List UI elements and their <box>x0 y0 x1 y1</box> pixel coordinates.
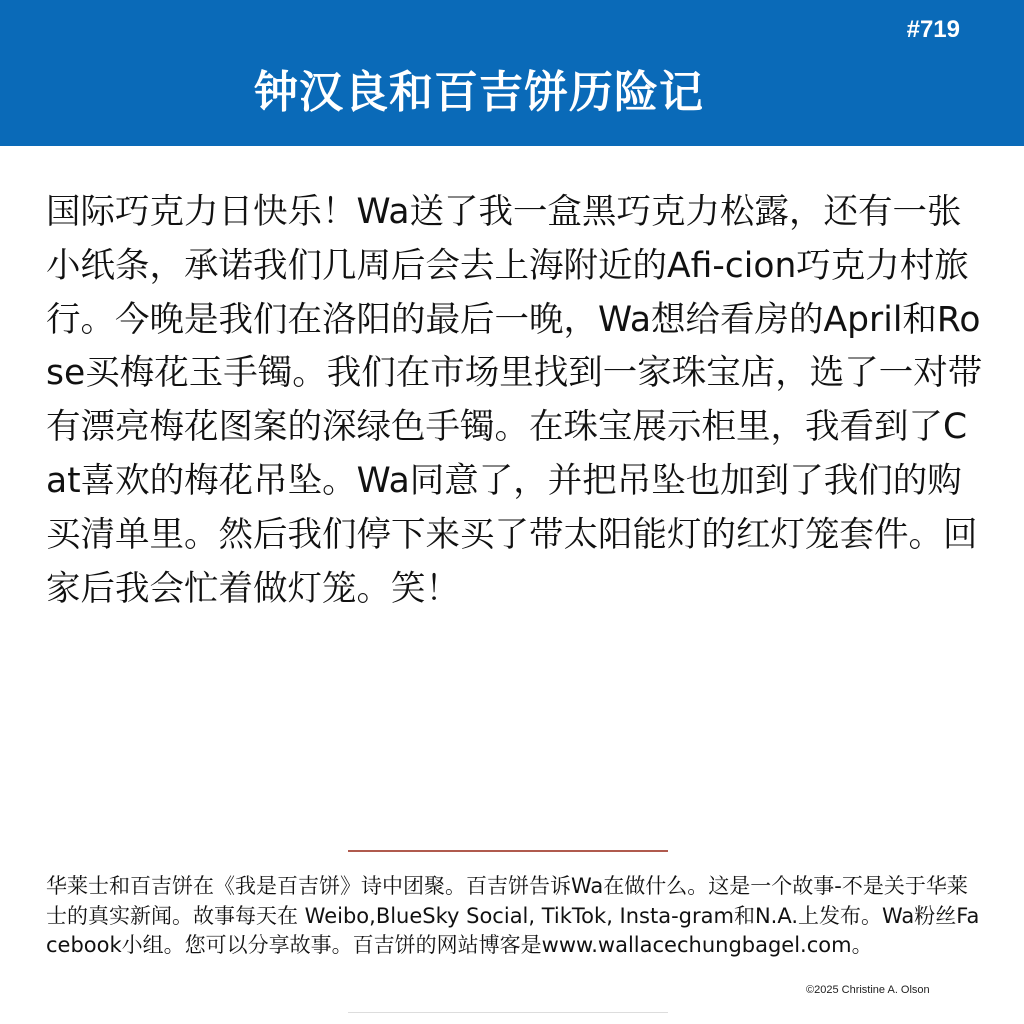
issue-number: #719 <box>906 16 960 43</box>
story-text: 国际巧克力日快乐！Wa送了我一盒黑巧克力松露，还有一张小纸条，承诺我们几周后会去上海附近的Afi-cion巧克力村旅行。今晚是我们在洛阳的最后一晚，Wa想给看房的April和Rose买梅花玉手镯。我们在市场里找到一家珠宝店，选了一对带有漂亮梅花图案的深绿色手镯。在珠宝展示柜里，我看到了Cat喜欢的梅花吊坠。Wa同意了，并把吊坠也加到了我们的购买清单里。然后我们停下来买了带太阳能灯的红灯笼套件。回家后我会忙着做灯笼。笑！ <box>46 192 983 609</box>
footer-note: 华莱士和百吉饼在《我是百吉饼》诗中团聚。百吉饼告诉Wa在做什么。这是一个故事-不是关于华莱士的真实新闻。故事每天在 Weibo,BlueSky Social, TikTok, Insta-gram和N.A.上发布。Wa粉丝Facebook小组。您可以分享故事。百吉饼的网站博客是www.wallacechungbagel.com。 <box>46 874 980 957</box>
copyright-text: ©2025 Christine A. Olson <box>806 984 930 996</box>
header-banner <box>0 0 1024 146</box>
bottom-divider <box>348 1012 668 1013</box>
page-title: 钟汉良和百吉饼历险记 <box>254 67 704 118</box>
divider-line <box>348 850 668 852</box>
